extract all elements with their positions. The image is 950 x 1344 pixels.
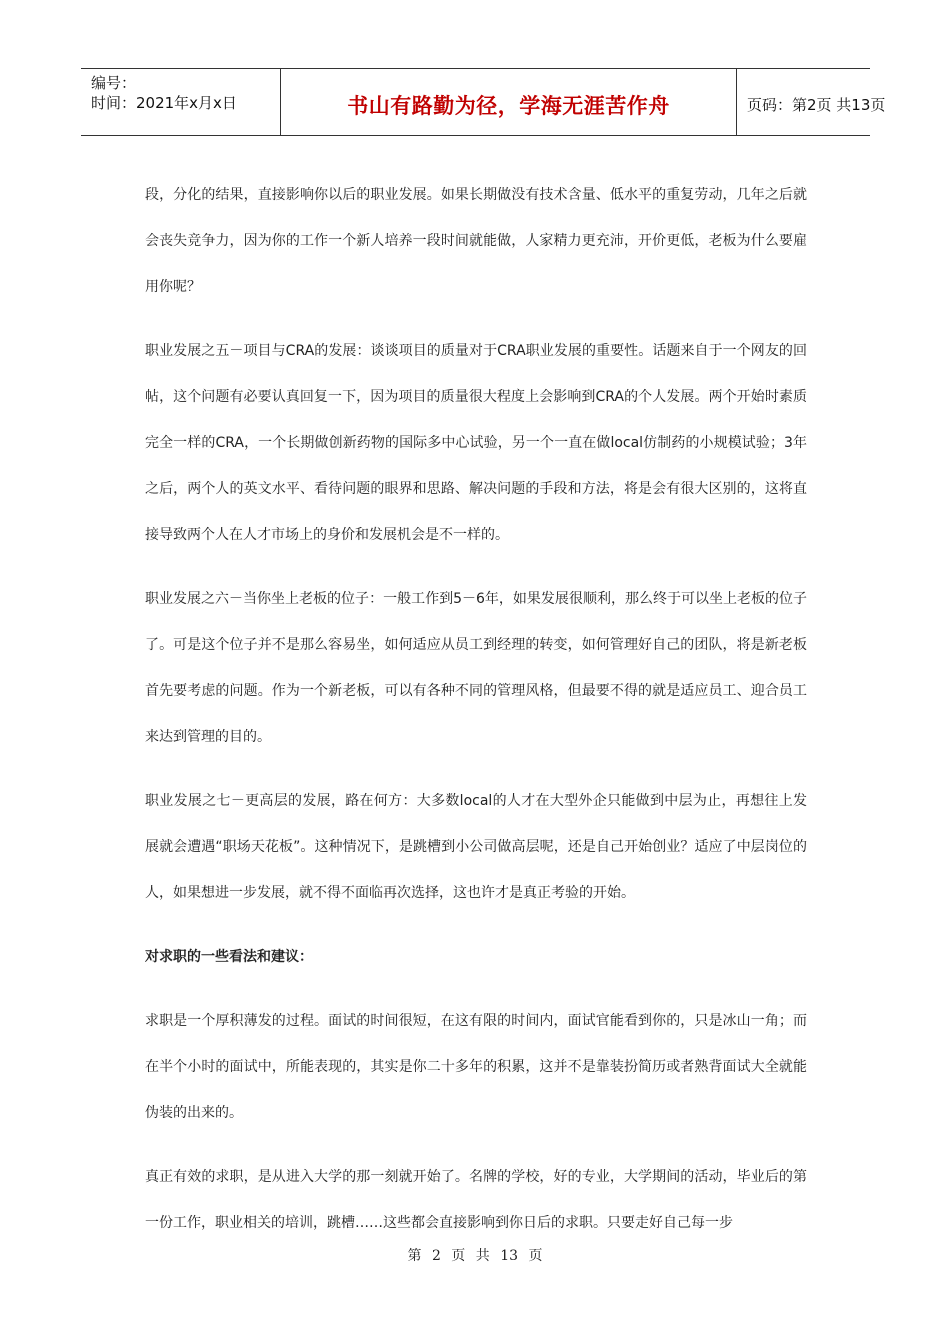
paragraph-continuation: 段，分化的结果，直接影响你以后的职业发展。如果长期做没有技术含量、低水平的重复劳动，几年之后就会丧失竞争力，因为你的工作一个新人培养一段时间就能做，人家精力更充沛，开价更低，老板为什么要雇用你呢？ bbox=[145, 187, 807, 295]
paragraph-career-stage-6: 职业发展之六－当你坐上老板的位子：一般工作到5－6年，如果发展很顺利，那么终于可以坐上老板的位子了。可是这个位子并不是那么容易坐，如何适应从员工到经理的转变，如何管理好自己的团队，将是新老板首先要考虑的问题。作为一个新老板，可以有各种不同的管理风格，但最要不得的就是适应员工、迎合员工来达到管理的目的。 bbox=[145, 591, 807, 745]
document-number-label: 编号： bbox=[91, 74, 137, 92]
header-motto: 书山有路勤为径，学海无涯苦作舟 bbox=[281, 69, 737, 135]
paragraph-career-stage-5: 职业发展之五－项目与CRA的发展：谈谈项目的质量对于CRA职业发展的重要性。话题来自于一个网友的回帖，这个问题有必要认真回复一下，因为项目的质量很大程度上会影响到CRA的个人发展。两个开始时素质完全一样的CRA，一个长期做创新药物的国际多中心试验，另一个一直在做local仿制药的小规模试验；3年之后，两个人的英文水平、看待问题的眼界和思路、解决问题的手段和方法，将是会有很大区别的，这将直接导致两个人在人才市场上的身价和发展机会是不一样的。 bbox=[145, 343, 807, 543]
document-body bbox=[145, 172, 807, 1264]
document-header bbox=[81, 68, 886, 136]
header-meta bbox=[81, 69, 281, 135]
header-page-info: 页码：第2页 共13页 bbox=[747, 95, 886, 114]
paragraph-career-stage-7: 职业发展之七－更高层的发展，路在何方：大多数local的人才在大型外企只能做到中层为止，再想往上发展就会遭遇“职场天花板”。这种情况下，是跳槽到小公司做高层呢，还是自己开始创业？适应了中层岗位的人，如果想进一步发展，就不得不面临再次选择，这也许才是真正考验的开始。 bbox=[145, 793, 807, 901]
paragraph-job-search-2: 真正有效的求职，是从进入大学的那一刻就开始了。名牌的学校，好的专业，大学期间的活动，毕业后的第一份工作，职业相关的培训，跳槽……这些都会直接影响到你日后的求职。只要走好自己每一步 bbox=[145, 1169, 807, 1231]
section-heading-job-advice: 对求职的一些看法和建议： bbox=[145, 949, 313, 965]
page-footer: 第 2 页 共 13 页 bbox=[407, 1248, 543, 1264]
document-date: 时间：2021年x月x日 bbox=[91, 94, 237, 112]
paragraph-job-search-1: 求职是一个厚积薄发的过程。面试的时间很短，在这有限的时间内，面试官能看到你的，只是冰山一角；而在半个小时的面试中，所能表现的，其实是你二十多年的积累，这并不是靠装扮简历或者熟背面试大全就能伪装的出来的。 bbox=[145, 1013, 807, 1121]
